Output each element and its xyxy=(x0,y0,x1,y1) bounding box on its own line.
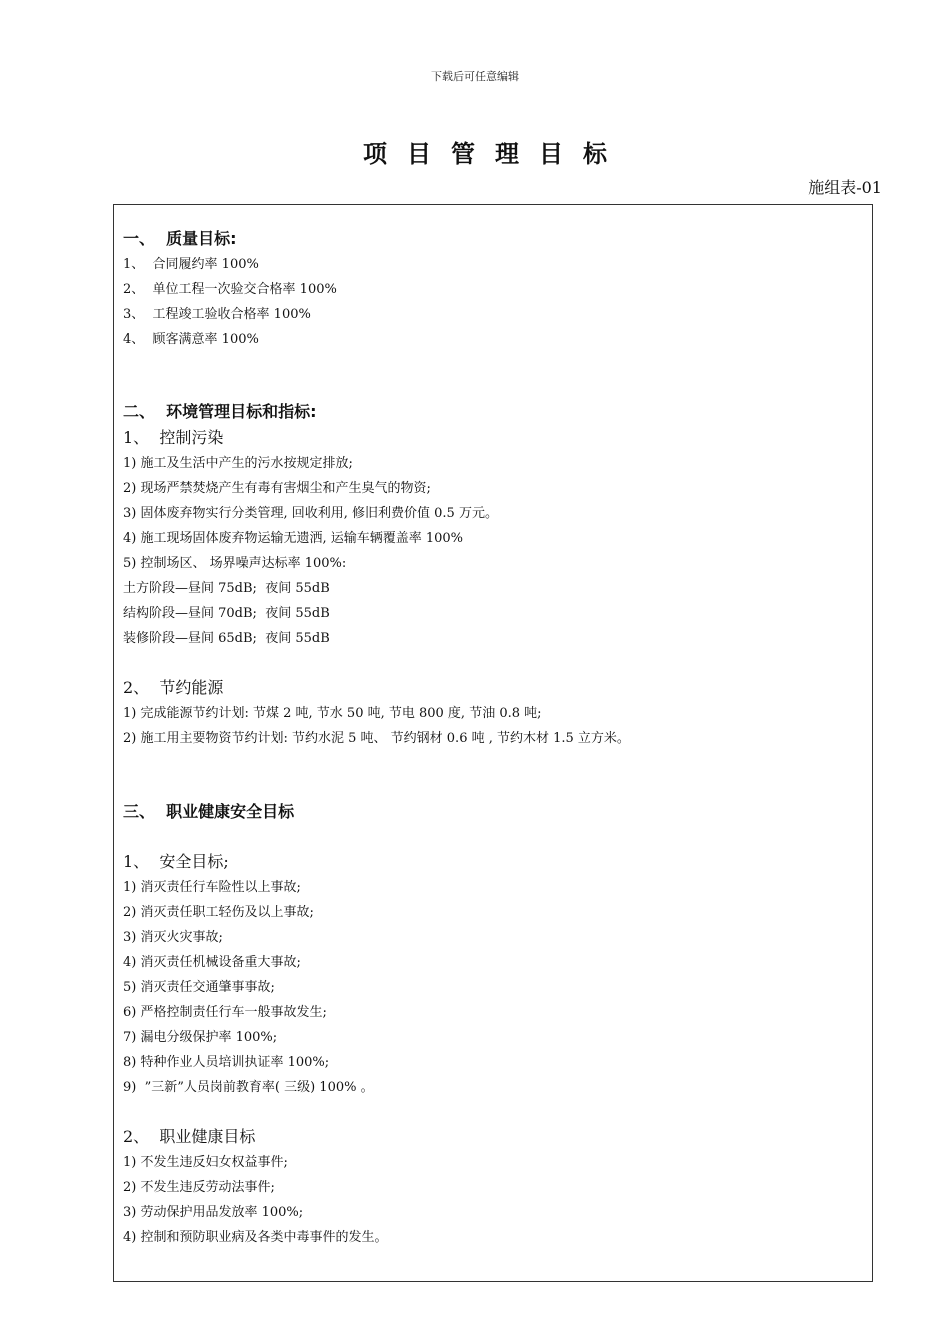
environment-section-title: 二、 环境管理目标和指标: xyxy=(123,402,317,421)
safety-item: 8) 特种作业人员培训执证率 100%; xyxy=(123,1055,330,1070)
safety-item: 2) 消灭责任职工轻伤及以上事故; xyxy=(123,905,314,920)
pollution-item: 结构阶段—昼间 70dB; 夜间 55dB xyxy=(123,606,330,621)
quality-item: 2、 单位工程一次验交合格率 100% xyxy=(123,282,337,297)
ohs-section-title: 三、 职业健康安全目标 xyxy=(123,802,295,821)
safety-item: 1) 消灭责任行车险性以上事故; xyxy=(123,880,301,895)
form-code: 施组表-01 xyxy=(808,178,882,197)
content-body xyxy=(123,226,863,1250)
pollution-item: 装修阶段—昼间 65dB; 夜间 55dB xyxy=(123,631,330,646)
pollution-subtitle: 1、 控制污染 xyxy=(123,428,224,447)
health-subtitle: 2、 职业健康目标 xyxy=(123,1127,256,1146)
health-item: 1) 不发生违反妇女权益事件; xyxy=(123,1155,288,1170)
health-item: 4) 控制和预防职业病及各类中毒事件的发生。 xyxy=(123,1230,388,1245)
safety-item: 3) 消灭火灾事故; xyxy=(123,930,223,945)
safety-item: 5) 消灭责任交通肇事事故; xyxy=(123,980,275,995)
pollution-item: 1) 施工及生活中产生的污水按规定排放; xyxy=(123,456,353,471)
quality-item: 4、 顾客满意率 100% xyxy=(123,332,259,347)
safety-subtitle: 1、 安全目标; xyxy=(123,852,229,871)
energy-item: 2) 施工用主要物资节约计划: 节约水泥 5 吨、 节约钢材 0.6 吨 , 节约木材 1.5 立方米。 xyxy=(123,731,630,746)
quality-section-title: 一、 质量目标: xyxy=(123,229,237,248)
page-title: 项目管理目标 xyxy=(363,140,627,168)
safety-item: 6) 严格控制责任行车一般事故发生; xyxy=(123,1005,327,1020)
energy-item: 1) 完成能源节约计划: 节煤 2 吨, 节水 50 吨, 节电 800 度, 节油 0.8 吨; xyxy=(123,706,542,721)
pollution-item: 3) 固体废弃物实行分类管理, 回收利用, 修旧利费价值 0.5 万元。 xyxy=(123,506,498,521)
safety-item: 9) ”三新”人员岗前教育率( 三级) 100% 。 xyxy=(123,1080,374,1095)
energy-subtitle: 2、 节约能源 xyxy=(123,678,224,697)
health-item: 3) 劳动保护用品发放率 100%; xyxy=(123,1205,304,1220)
pollution-item: 2) 现场严禁焚烧产生有毒有害烟尘和产生臭气的物资; xyxy=(123,481,431,496)
quality-item: 1、 合同履约率 100% xyxy=(123,257,259,272)
quality-item: 3、 工程竣工验收合格率 100% xyxy=(123,307,311,322)
pollution-item: 4) 施工现场固体废弃物运输无遗洒, 运输车辆覆盖率 100% xyxy=(123,531,464,546)
health-item: 2) 不发生违反劳动法事件; xyxy=(123,1180,275,1195)
pollution-item: 5) 控制场区、 场界噪声达标率 100%: xyxy=(123,556,347,571)
safety-item: 7) 漏电分级保护率 100%; xyxy=(123,1030,278,1045)
pollution-item: 土方阶段—昼间 75dB; 夜间 55dB xyxy=(123,581,330,596)
header-note: 下载后可任意编辑 xyxy=(431,70,519,83)
safety-item: 4) 消灭责任机械设备重大事故; xyxy=(123,955,301,970)
